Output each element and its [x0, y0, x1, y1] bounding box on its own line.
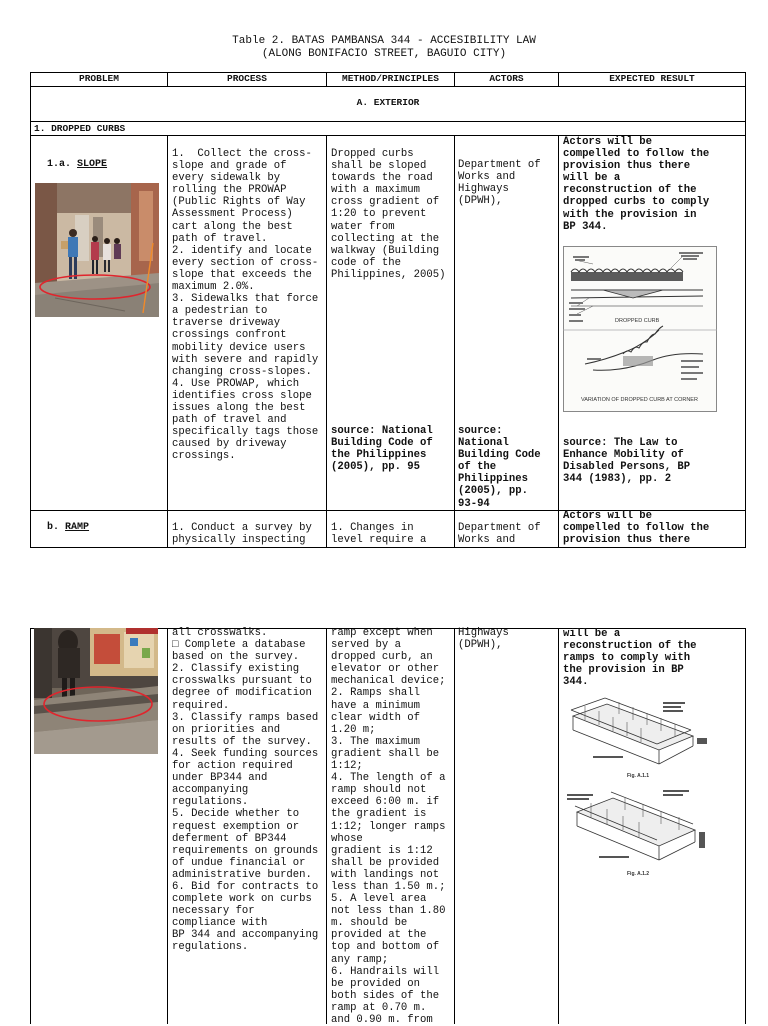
table-title: Table 2. BATAS PAMBANSA 344 - ACCESIBILITY LAW [232, 35, 536, 47]
row-1a-label [47, 159, 107, 171]
fig-a12-caption: Fig. A.1.2 [627, 871, 650, 877]
row-1b-number: b. [47, 522, 60, 533]
row-1a-result: Actors will be compelled to follow the provision thus there will be a reconstruction of the dropped curbs to comply with the provision in BP 344. [563, 136, 710, 233]
ramp-photo [34, 628, 158, 754]
section-exterior: A. EXTERIOR [356, 97, 420, 108]
row-1a-method-source: source: National Building Code of the Philippines (2005), pp. 95 [331, 425, 433, 474]
row-1a-result-source: source: The Law to Enhance Mobility of Disabled Persons, BP 344 (1983), pp. 2 [563, 437, 691, 486]
dropped-curb-caption: DROPPED CURB [615, 318, 660, 324]
row-1b-method-p2: ramp except when served by a dropped curb, an elevator or other mechanical device; 2. Ramps shall have a minimum clear width of 1.20 m; 3. The maximum gradient shall be 1:12; 4. The length of a ramp should not exceed 6:00 m. if the gradient is 1:12; longer ramps whose gradient is 1:12 shall be provided with landings not less than 1.50 m.; 5. A level area not less than 1.80 m. should be provided at the top and bottom of any ramp; 6. Handrails will be provided on both sides of the ramp at 0.70 m. and 0.90 m. from [331, 627, 446, 1026]
header-problem: PROBLEM [79, 73, 119, 84]
section-dropped-curbs: 1. DROPPED CURBS [34, 123, 126, 134]
fig-a11-caption: Fig. A.1.1 [627, 773, 650, 779]
row-1a-process: 1. Collect the cross- slope and grade of every sidewalk by rolling the PROWAP (Public Rights of Way Assessment Process) cart along the best path of travel. 2. identify and locate every section of cross- slope that exceeds the maximum 2.0%. 3. Sidewalks that force a pedestrian to traverse driveway crossings confront mobility device users with severe and rapidly changing cross-slopes. 4. Use PROWAP, which identifies cross slope issues along the best path of travel and specifically tags those caused by driveway crossings. [172, 148, 319, 463]
row-1b-process-p1: 1. Conduct a survey by physically inspecting [172, 522, 312, 547]
header-expected-result: EXPECTED RESULT [609, 73, 695, 84]
ramp-diagram-1 [563, 694, 717, 780]
header-process: PROCESS [227, 73, 267, 84]
sidewalk-slope-photo [35, 183, 159, 317]
row-1a-actors: Department of Works and Highways (DPWH), [458, 159, 541, 208]
row-1b-actors-p2: Highways (DPWH), [458, 627, 509, 652]
row-1b-label [47, 522, 89, 534]
row-1b-name: RAMP [65, 522, 90, 533]
table-subtitle: (ALONG BONIFACIO STREET, BAGUIO CITY) [261, 48, 507, 60]
row-1a-method: Dropped curbs shall be sloped towards the road with a maximum cross gradient of 1:20 to prevent water from collecting at the walkway (Building code of the Philippines, 2005) [331, 148, 446, 281]
ramp-diagram-2 [563, 786, 717, 878]
row-1b-method-p1: 1. Changes in level require a [331, 522, 427, 547]
row-1a-name: SLOPE [77, 159, 108, 170]
row-1a-number: 1.a. [47, 159, 72, 170]
row-1b-actors-p1: Department of Works and [458, 522, 541, 547]
dropped-curb-diagram [563, 246, 717, 412]
corner-curb-caption: VARIATION OF DROPPED CURB AT CORNER [581, 397, 698, 403]
row-1a-actors-source: source: National Building Code of the Philippines (2005), pp. 93-94 [458, 425, 541, 510]
row-1b-result-p1: Actors will be compelled to follow the provision thus there [563, 510, 710, 547]
row-1b-result-p2: will be a reconstruction of the ramps to comply with the provision in BP 344. [563, 628, 697, 689]
header-actors: ACTORS [489, 73, 524, 84]
header-method: METHOD/PRINCIPLES [342, 73, 439, 84]
row-1b-process-p2: all crosswalks. □ Complete a database based on the survey. 2. Classify existing crosswalks pursuant to degree of modification required. 3. Classify ramps based on priorities and results of the survey. 4. Seek funding sources for action required under BP344 and accompanying regulations. 5. Decide whether to request exemption or deferment of BP344 requirements on grounds of undue financial or administrative burden. 6. Bid for contracts to complete work on curbs necessary for compliance with BP 344 and accompanying regulations. [172, 627, 319, 954]
